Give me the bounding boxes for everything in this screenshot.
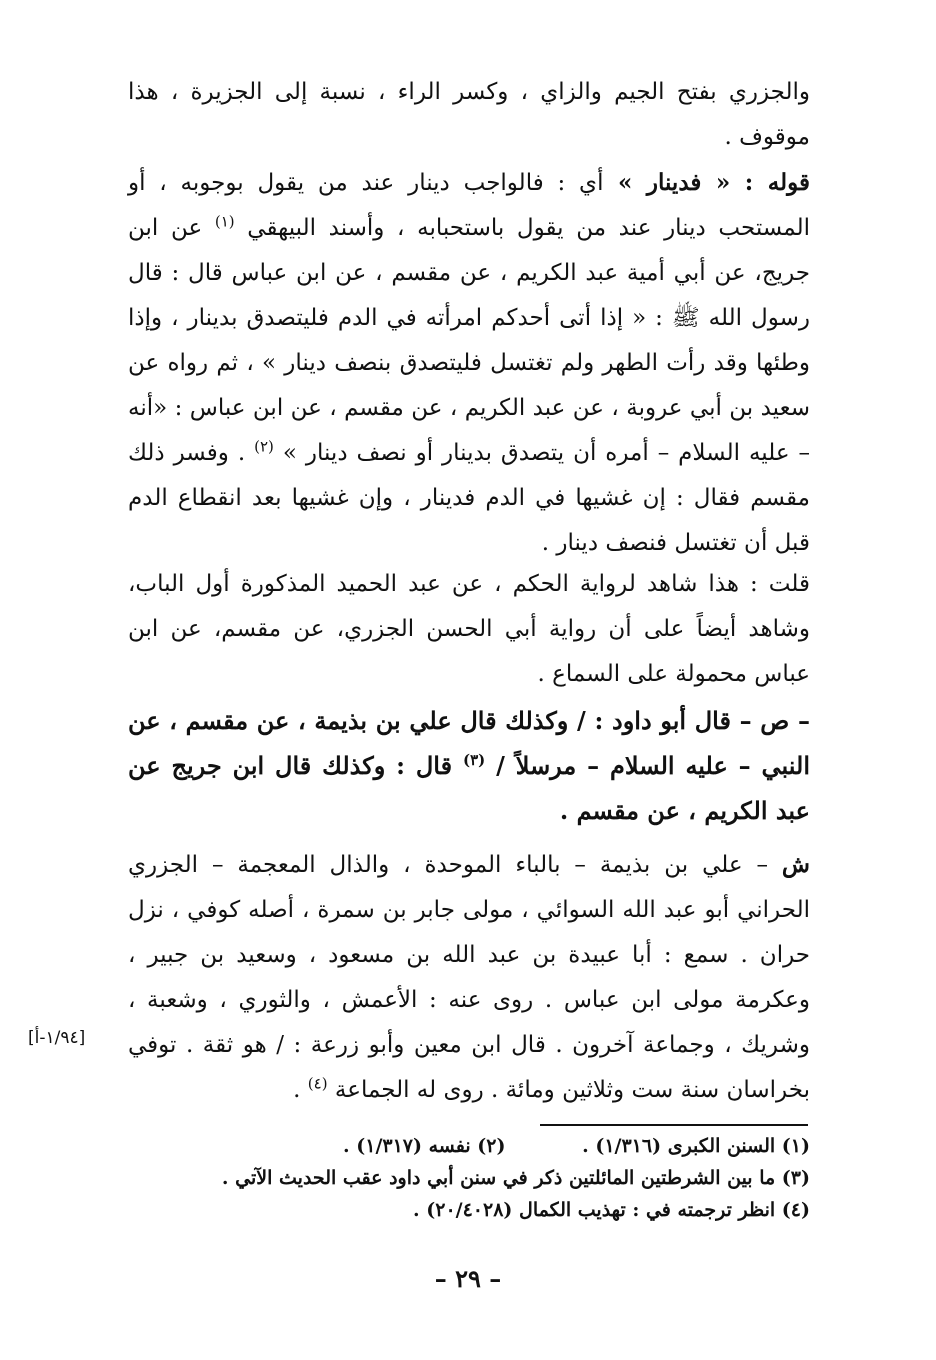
footnote-3: (٣) ما بين الشرطتين المائلتين ذكر في سنن أبي داود عقب الحديث الآتي . bbox=[221, 1167, 810, 1189]
paragraph-text: قال : وكذلك قال ابن جريج عن عبد الكريم ، عن مقسم . bbox=[128, 751, 810, 825]
footnote-ref-4: (٤) bbox=[307, 1074, 328, 1093]
footnote-ref-1: (١) bbox=[214, 212, 235, 231]
paragraph-sharh bbox=[128, 842, 810, 1113]
paragraph-lead-word: ش bbox=[781, 851, 810, 878]
footnote-1: (١) السنن الكبرى (١/٣١٦) . bbox=[582, 1135, 810, 1157]
paragraph-text: . bbox=[293, 1077, 308, 1103]
footnote-ref-2: (٢) bbox=[254, 437, 274, 456]
paragraph-sunan-text bbox=[128, 698, 810, 833]
page-number: – ٢٩ – bbox=[434, 1264, 502, 1293]
footnote-2: (٢) نفسه (١/٣١٧) . bbox=[343, 1135, 506, 1157]
paragraph-jazari-nisba bbox=[128, 70, 810, 160]
paragraph-text: قلت : هذا شاهد لرواية الحكم ، عن عبد الحميد المذكورة أول الباب، وشاهد أيضاً على أن رواية أبي الحسن الجزري، عن مقسم، عن ابن عباس محمولة على السماع . bbox=[128, 571, 810, 687]
paragraph-qawluhu-dinar bbox=[128, 160, 810, 566]
footnotes bbox=[128, 1130, 810, 1226]
paragraph-text: . وفسر ذلك مقسم فقال : إن غشيها في الدم فدينار ، وإن غشيها بعد انقطاع الدم قبل أن تغتسل فنصف دينار . bbox=[128, 440, 810, 556]
quoted-term: : « فدينار » bbox=[603, 169, 768, 196]
footnote-row bbox=[128, 1130, 810, 1162]
paragraph-text: والجزري بفتح الجيم والزاي ، وكسر الراء ، نسبة إلى الجزيرة ، هذا موقوف . bbox=[128, 79, 810, 150]
paragraph-qultu bbox=[128, 562, 810, 697]
footnote-ref-3: (٣) bbox=[462, 751, 486, 769]
manuscript-folio-note: [١/٩٤-أ] bbox=[28, 1028, 86, 1048]
paragraph-lead-word: قوله bbox=[767, 169, 810, 196]
footnote-divider bbox=[540, 1124, 808, 1126]
footnote-4: (٤) انظر ترجمته في : تهذيب الكمال (٢٠/٤٠٢٨) . bbox=[413, 1199, 810, 1221]
paragraph-text: – علي بن بذيمة – بالباء الموحدة ، والذال المعجمة – الجزري الحراني أبو عبد الله السوائي ، مولى جابر بن سمرة ، أصله كوفي ، نزل حران . سمع : أبا عبيدة بن عبد الله بن مسعود ، وسعيد بن جبير ، وعكرمة مولى ابن عباس . روى عنه : الأعمش ، والثوري ، وشعبة ، وشريك ، وجماعة آخرون . قال ابن معين وأبو زرعة : / هو ثقة . توفي بخراسان سنة ست وثلاثين ومائة . روى له الجماعة bbox=[128, 852, 810, 1103]
paragraph-text: عن ابن جريج، عن أبي أمية عبد الكريم ، عن مقسم ، عن ابن عباس قال : قال رسول الله ﷺ : « إذا أتى أحدكم امرأته في الدم فليتصدق بدينار ، وإذا وطئها وقد رأت الطهر ولم تغتسل فليتصدق بنصف دينار » ، ثم رواه عن سعيد بن أبي عروبة ، عن عبد الكريم ، عن مقسم ، عن ابن عباس : «أنه – عليه السلام – أمره أن يتصدق بدينار أو نصف دينار » bbox=[128, 215, 811, 466]
paragraph-text: أي : فالواجب دينار عند من يقول بوجوبه ، أو المستحب دينار عند من يقول باستحبابه ، وأسند البيهقي bbox=[128, 170, 811, 241]
paragraph-text: – ص – قال أبو داود : / وكذلك قال علي بن بذيمة ، عن مقسم ، عن النبي – عليه السلام – مرسلاً / bbox=[128, 706, 811, 780]
